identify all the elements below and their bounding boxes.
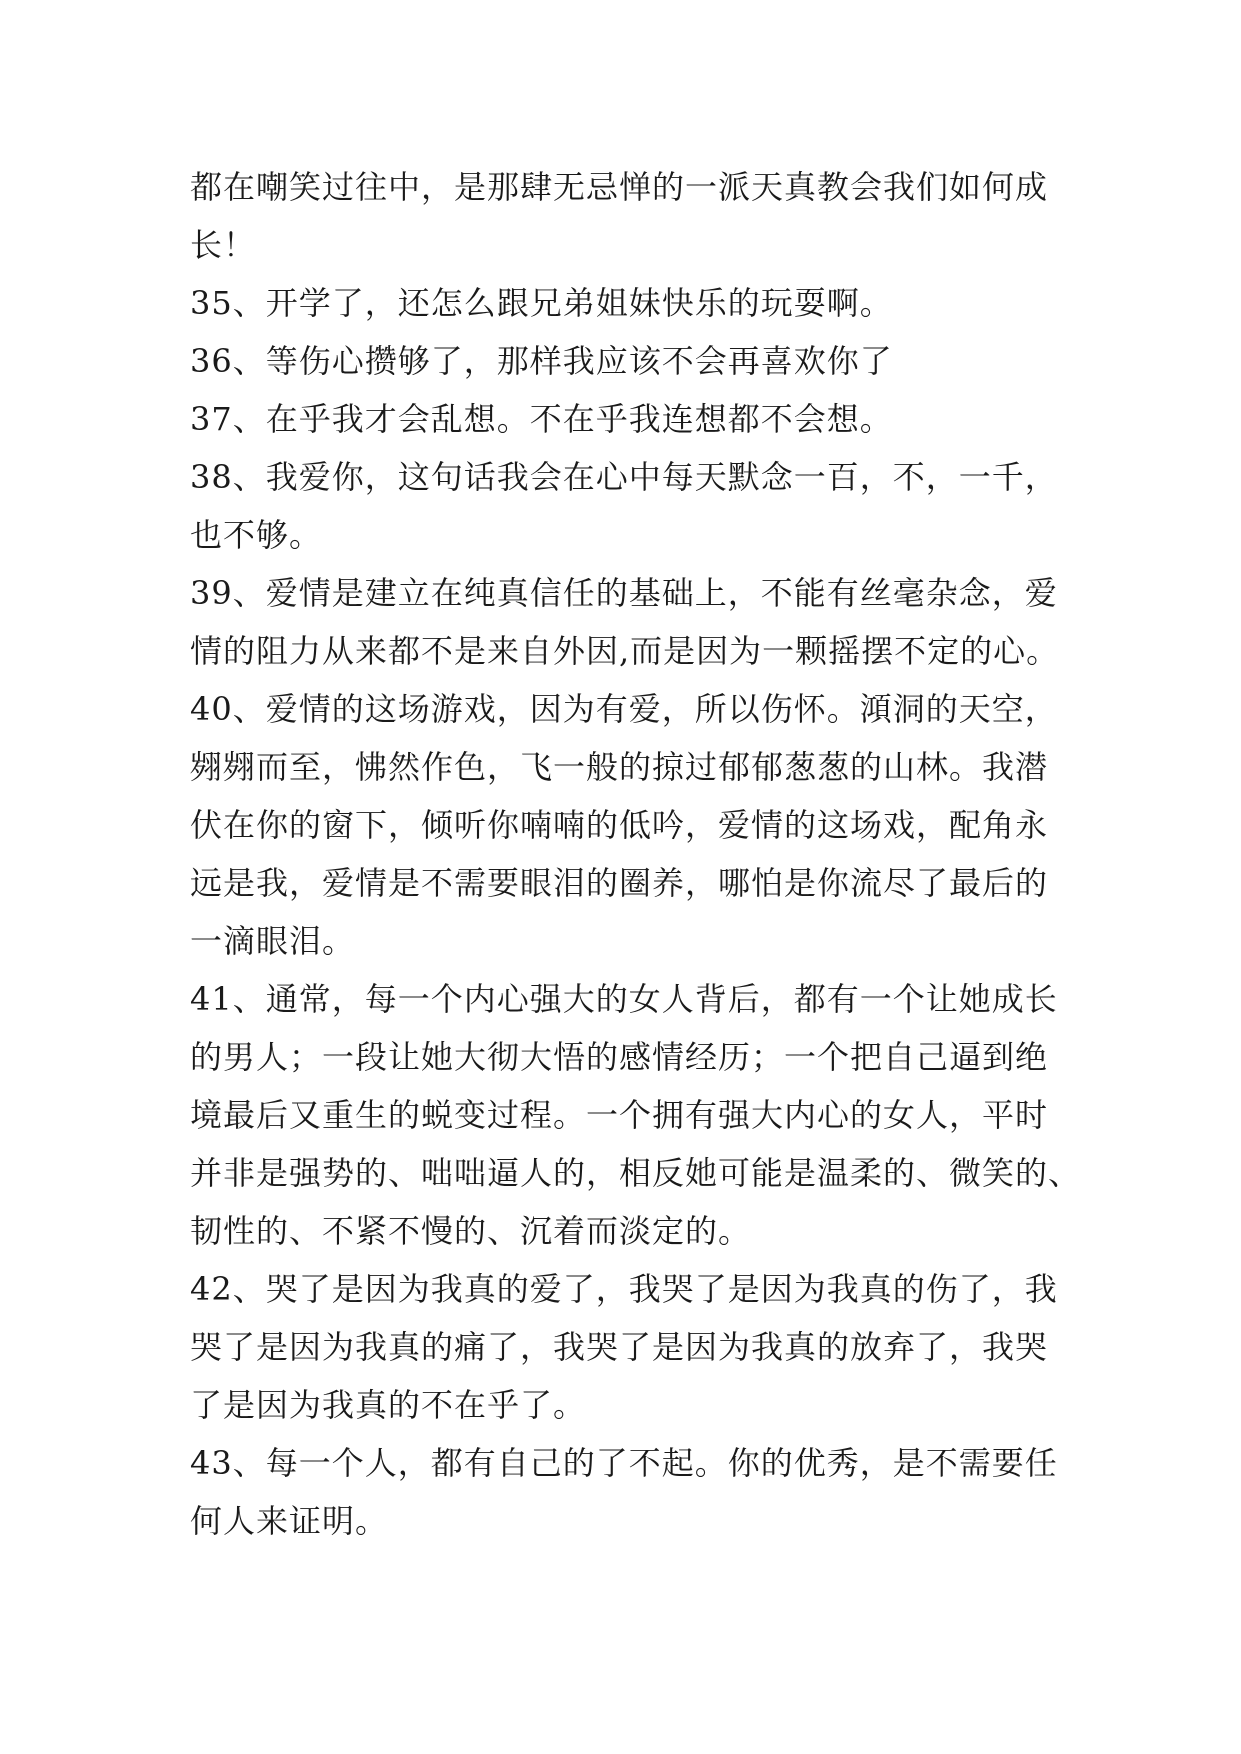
text-line: 的男人；一段让她大彻大悟的感情经历；一个把自己逼到绝 <box>190 1038 1049 1076</box>
text-line: 40、爱情的这场游戏，因为有爱，所以伤怀。澒洞的天空， <box>190 690 1058 728</box>
text-line: 境最后又重生的蜕变过程。一个拥有强大内心的女人，平时 <box>190 1096 1049 1134</box>
text-line: 长！ <box>190 226 257 264</box>
text-line: 都在嘲笑过往中，是那肆无忌惮的一派天真教会我们如何成 <box>190 168 1049 206</box>
text-line: 39、爱情是建立在纯真信任的基础上，不能有丝毫杂念，爱 <box>190 574 1058 612</box>
text-line: 43、每一个人，都有自己的了不起。你的优秀，是不需要任 <box>190 1444 1058 1482</box>
text-line: 42、哭了是因为我真的爱了，我哭了是因为我真的伤了，我 <box>190 1270 1058 1308</box>
document-body <box>190 158 1082 1550</box>
text-line: 翙翙而至，怫然作色，飞一般的掠过郁郁葱葱的山林。我潜 <box>190 748 1049 786</box>
text-line: 并非是强势的、咄咄逼人的，相反她可能是温柔的、微笑的、 <box>190 1154 1082 1192</box>
text-line: 情的阻力从来都不是来自外因,而是因为一颗摇摆不定的心。 <box>190 632 1060 670</box>
text-line: 一滴眼泪。 <box>190 922 356 960</box>
text-line: 37、在乎我才会乱想。不在乎我连想都不会想。 <box>190 400 893 438</box>
text-line: 哭了是因为我真的痛了，我哭了是因为我真的放弃了，我哭 <box>190 1328 1049 1366</box>
text-line: 41、通常，每一个内心强大的女人背后，都有一个让她成长 <box>190 980 1058 1018</box>
text-line: 了是因为我真的不在乎了。 <box>190 1386 587 1424</box>
text-line: 何人来证明。 <box>190 1502 389 1540</box>
text-line: 韧性的、不紧不慢的、沉着而淡定的。 <box>190 1212 752 1250</box>
text-line: 35、开学了，还怎么跟兄弟姐妹快乐的玩耍啊。 <box>190 284 893 322</box>
text-line: 伏在你的窗下，倾听你喃喃的低吟，爱情的这场戏，配角永 <box>190 806 1049 844</box>
text-line: 也不够。 <box>190 516 323 554</box>
text-line: 远是我，爱情是不需要眼泪的圈养，哪怕是你流尽了最后的 <box>190 864 1049 902</box>
text-line: 36、等伤心攒够了，那样我应该不会再喜欢你了 <box>190 342 893 380</box>
text-line: 38、我爱你，这句话我会在心中每天默念一百，不，一千， <box>190 458 1058 496</box>
